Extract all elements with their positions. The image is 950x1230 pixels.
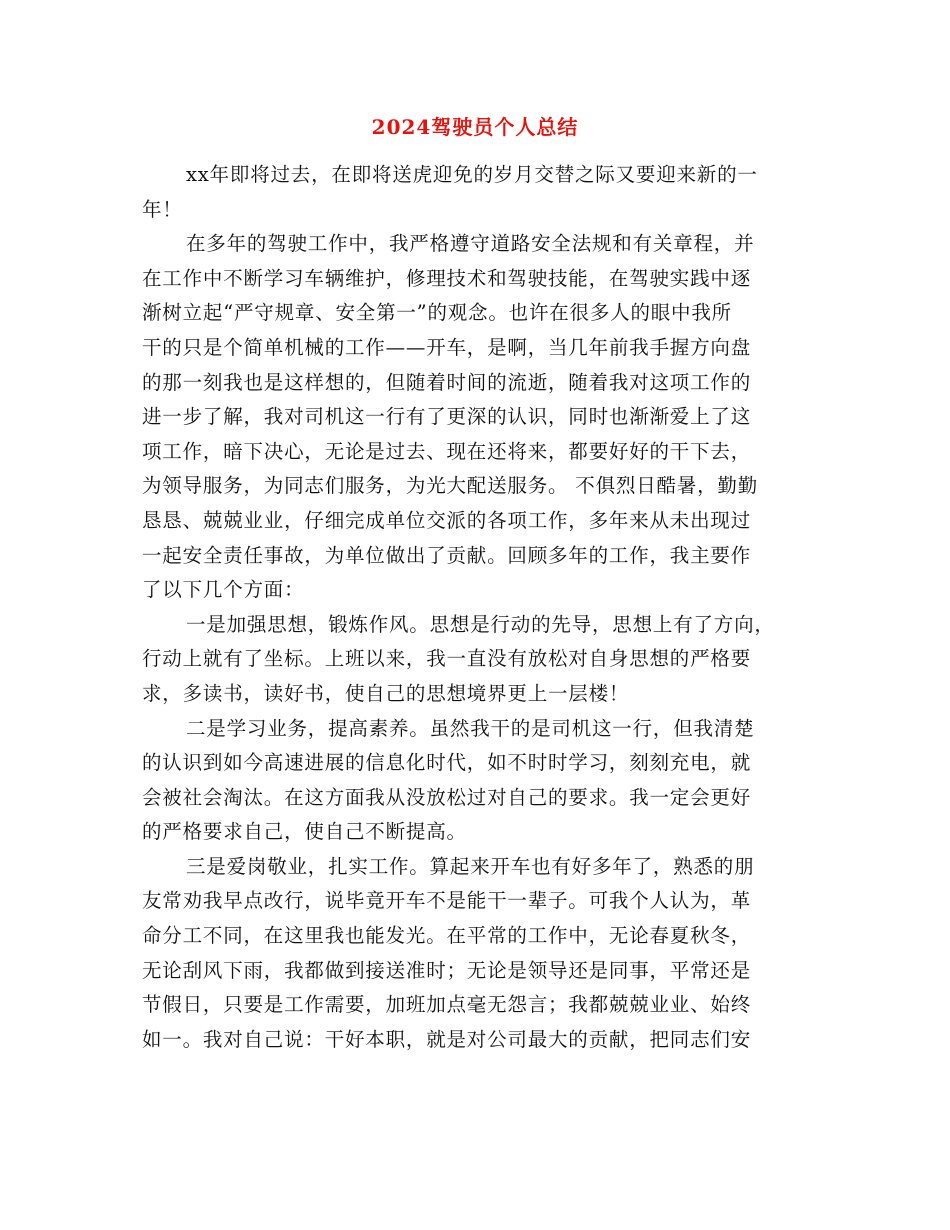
text-line: 会被社会淘汰。在这方面我从没放松过对自己的要求。我一定会更好 [142,785,752,809]
text-line: 一起安全责任事故，为单位做出了贡献。回顾多年的工作，我主要作 [142,543,752,567]
text-line: 渐树立起“严守规章、安全第一”的观念。也许在很多人的眼中我所 [142,301,732,325]
text-line: 求，多读书，读好书，使自己的思想境界更上一层楼！ [142,681,630,705]
text-line: 的认识到如今高速进展的信息化时代，如不时时学习，刻刻充电，就 [142,751,752,775]
text-line: 行动上就有了坐标。上班以来，我一直没有放松对自身思想的严格要 [142,647,752,671]
text-line: 在工作中不断学习车辆维护，修理技术和驾驶技能，在驾驶实践中逐 [142,266,752,290]
document-body [142,158,808,1057]
text-line: 的那一刻我也是这样想的，但随着时间的流逝，随着我对这项工作的 [142,370,752,394]
document-title: 2024驾驶员个人总结 [371,115,579,139]
text-line: 的严格要求自己，使自己不断提高。 [142,820,467,844]
text-line: 二是学习业务，提高素养。虽然我干的是司机这一行，但我清楚 [186,716,755,740]
text-line: 恳恳、兢兢业业，仔细完成单位交派的各项工作，多年来从未出现过 [142,508,752,532]
text-line: 为领导服务，为同志们服务，为光大配送服务。 不俱烈日酷暑，勤勤 [142,474,758,498]
text-line: 在多年的驾驶工作中，我严格遵守道路安全法规和有关章程，并 [186,232,755,256]
text-line: 进一步了解，我对司机这一行有了更深的认识，同时也渐渐爱上了这 [142,405,752,429]
text-line: 无论刮风下雨，我都做到接送准时；无论是领导还是同事，平常还是 [142,958,752,982]
text-line: 节假日，只要是工作需要，加班加点毫无怨言；我都兢兢业业、始终 [142,993,752,1017]
text-line: 干的只是个简单机械的工作——开车，是啊，当几年前我手握方向盘 [142,335,752,359]
text-line: 年！ [142,197,183,221]
text-line: 友常劝我早点改行，说毕竟开车不是能干一辈子。可我个人认为，革 [142,889,752,913]
text-line: xx年即将过去，在即将送虎迎免的岁月交替之际又要迎来新的一 [186,163,758,186]
text-line: 了以下几个方面： [142,578,305,602]
text-line: 三是爱岗敬业，扎实工作。算起来开车也有好多年了，熟悉的朋 [186,854,755,878]
text-line: 一是加强思想，锻炼作风。思想是行动的先导，思想上有了方向， [186,612,775,636]
text-line: 命分工不同，在这里我也能发光。在平常的工作中，无论春夏秋冬， [142,924,752,948]
text-line: 项工作，暗下决心，无论是过去、现在还将来，都要好好的干下去， [142,439,752,463]
text-line: 如一。我对自己说：干好本职，就是对公司最大的贡献，把同志们安 [142,1027,752,1051]
